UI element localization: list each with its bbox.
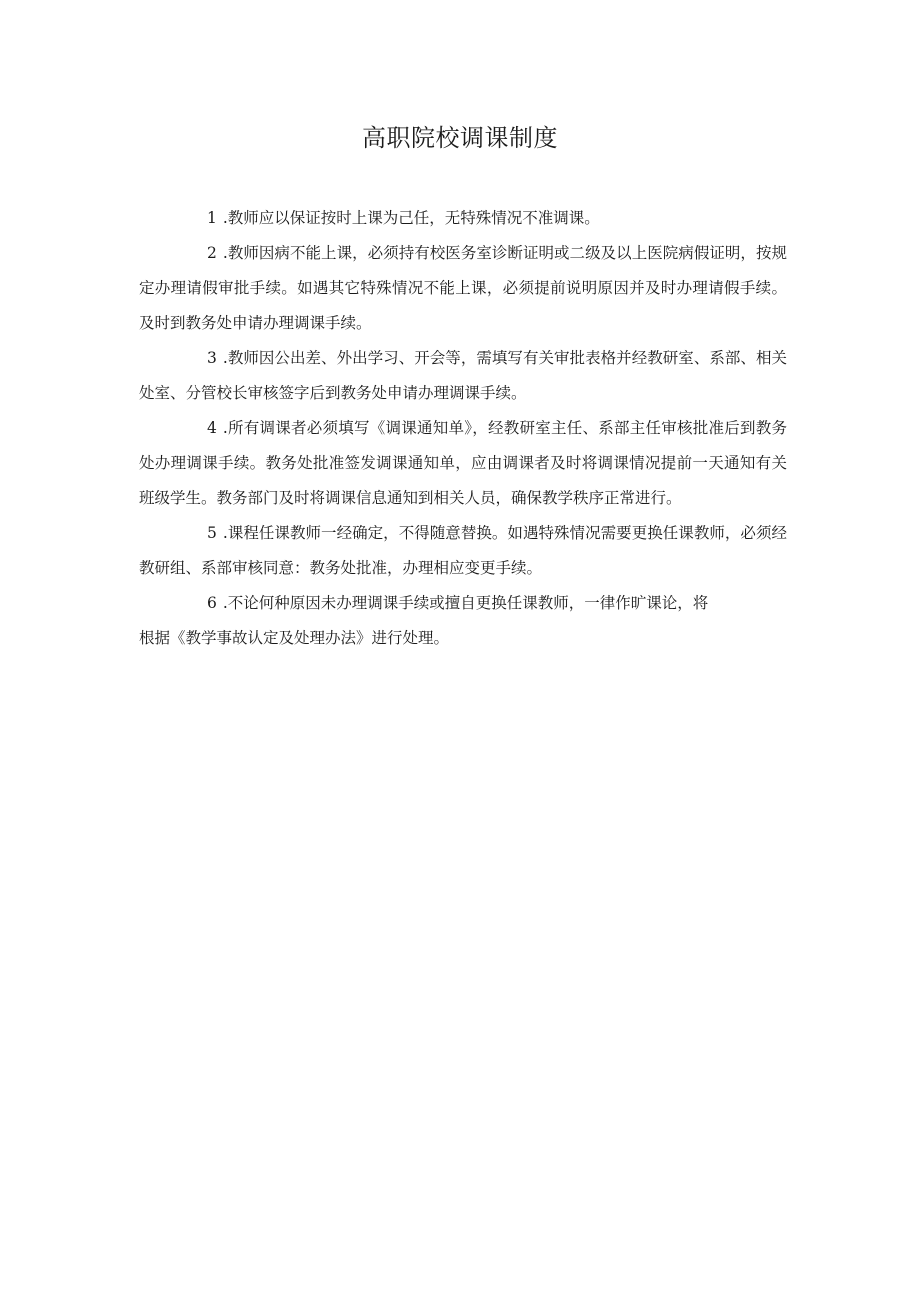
clause-text: .教师因公出差、外出学习、开会等，需填写有关审批表格并经教研室、系部、相关处室、分管校长审核签字后到教务处申请办理调课手续。 xyxy=(139,349,787,402)
clause-number: 5 xyxy=(207,524,217,542)
clause-text: .课程任课教师一经确定，不得随意替换。如遇特殊情况需要更换任课教师，必须经教研组、系部审核同意：教务处批准，办理相应变更手续。 xyxy=(139,524,787,577)
clause-number: 4 xyxy=(207,419,217,437)
clause-number: 1 xyxy=(207,209,217,227)
clause-5 xyxy=(139,516,787,586)
clause-2 xyxy=(139,236,787,341)
clause-3 xyxy=(139,341,787,411)
clause-text: .所有调课者必须填写《调课通知单》，经教研室主任、系部主任审核批准后到教务处办理调课手续。教务处批准签发调课通知单，应由调课者及时将调课情况提前一天通知有关班级学生。教务部门及时将调课信息通知到相关人员，确保教学秩序正常进行。 xyxy=(139,419,787,507)
clause-number: 6 xyxy=(207,594,217,612)
clause-4 xyxy=(139,411,787,516)
clause-6-line-1 xyxy=(139,586,787,621)
clause-text: .不论何种原因未办理调课手续或擅自更换任课教师，一律作旷课论，将 xyxy=(222,594,709,612)
clause-number: 3 xyxy=(207,349,217,367)
clause-6-line-2: 根据《教学事故认定及处理办法》进行处理。 xyxy=(139,629,450,647)
document-title: 高职院校调课制度 xyxy=(362,124,558,152)
clause-number: 2 xyxy=(207,244,217,262)
clause-1 xyxy=(139,201,787,236)
clause-text: .教师应以保证按时上课为己任，无特殊情况不准调课。 xyxy=(222,209,600,227)
clause-text: .教师因病不能上课，必须持有校医务室诊断证明或二级及以上医院病假证明，按规定办理请假审批手续。如遇其它特殊情况不能上课，必须提前说明原因并及时办理请假手续。及时到教务处申请办理调课手续。 xyxy=(139,244,787,332)
document-body xyxy=(139,201,787,656)
clause-6 xyxy=(139,586,787,656)
